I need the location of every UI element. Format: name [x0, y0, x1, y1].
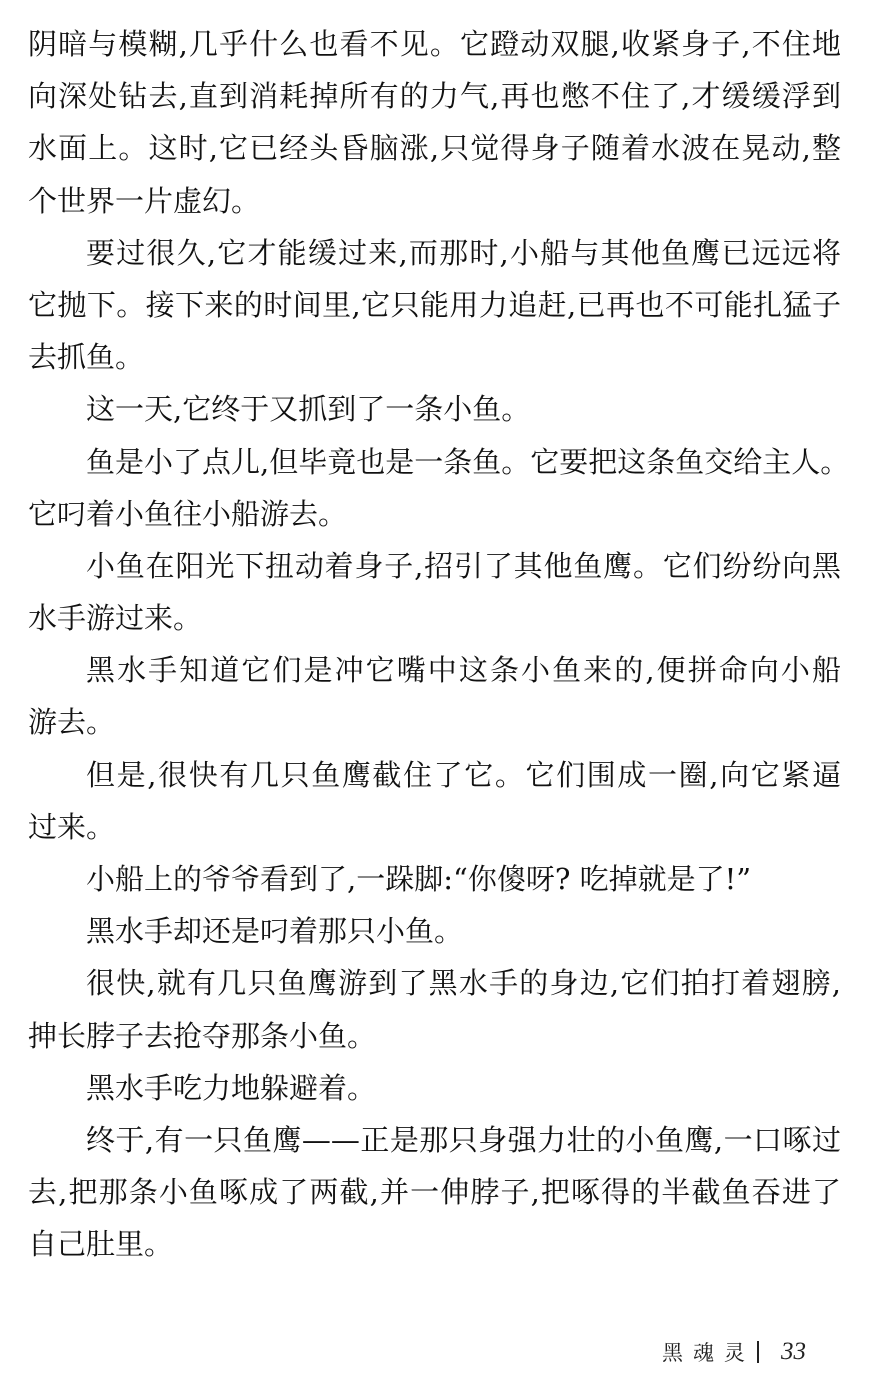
text-line: 向深处钻去,直到消耗掉所有的力气,再也憋不住了,才缓缓浮到	[28, 79, 841, 114]
paragraph-start-line: 终于,有一只鱼鹰——正是那只身强力壮的小鱼鹰,一口啄过	[86, 1122, 841, 1157]
paragraph-start-line: 要过很久,它才能缓过来,而那时,小船与其他鱼鹰已远远将	[86, 235, 841, 270]
text-line: 抻长脖子去抢夺那条小鱼。	[28, 1018, 377, 1053]
text-line: 自己肚里。	[28, 1227, 174, 1262]
paragraph-start-line: 很快,就有几只鱼鹰游到了黑水手的身边,它们拍打着翅膀,	[86, 966, 841, 1001]
paragraph-start-line: 黑水手吃力地躲避着。	[86, 1070, 377, 1105]
text-line: 游去。	[28, 705, 116, 740]
text-line: 它叼着小鱼往小船游去。	[28, 496, 348, 531]
paragraph-start-line: 黑水手知道它们是冲它嘴中这条小鱼来的,便拼命向小船	[86, 653, 841, 688]
paragraph-start-line: 小鱼在阳光下扭动着身子,招引了其他鱼鹰。它们纷纷向黑	[86, 548, 841, 583]
paragraph-start-line: 这一天,它终于又抓到了一条小鱼。	[86, 392, 531, 427]
paragraph-start-line: 小船上的爷爷看到了,一跺脚:“你傻呀? 吃掉就是了!”	[86, 862, 752, 896]
paragraph-start-line: 但是,很快有几只鱼鹰截住了它。它们围成一圈,向它紧逼	[86, 757, 841, 792]
text-line: 阴暗与模糊,几乎什么也看不见。它蹬动双腿,收紧身子,不住地	[28, 27, 841, 61]
text-line: 去抓鱼。	[28, 340, 145, 375]
footer-separator	[757, 1341, 759, 1363]
text-line: 它抛下。接下来的时间里,它只能用力追赶,已再也不可能扎猛子	[28, 287, 841, 322]
paragraph-start-line: 鱼是小了点儿,但毕竟也是一条鱼。它要把这条鱼交给主人。	[86, 444, 850, 479]
page-number: 33	[781, 1338, 806, 1365]
running-book-title: 黑魂灵	[662, 1341, 755, 1365]
text-line: 水面上。这时,它已经头昏脑涨,只觉得身子随着水波在晃动,整	[28, 131, 841, 166]
page-body-text	[28, 22, 850, 1275]
text-line: 去,把那条小鱼啄成了两截,并一伸脖子,把啄得的半截鱼吞进了	[28, 1175, 841, 1210]
text-line: 过来。	[28, 809, 116, 844]
text-line: 个世界一片虚幻。	[28, 183, 261, 218]
paragraph-start-line: 黑水手却还是叼着那只小鱼。	[86, 914, 464, 949]
text-line: 水手游过来。	[28, 601, 203, 636]
page-footer	[662, 1332, 806, 1372]
